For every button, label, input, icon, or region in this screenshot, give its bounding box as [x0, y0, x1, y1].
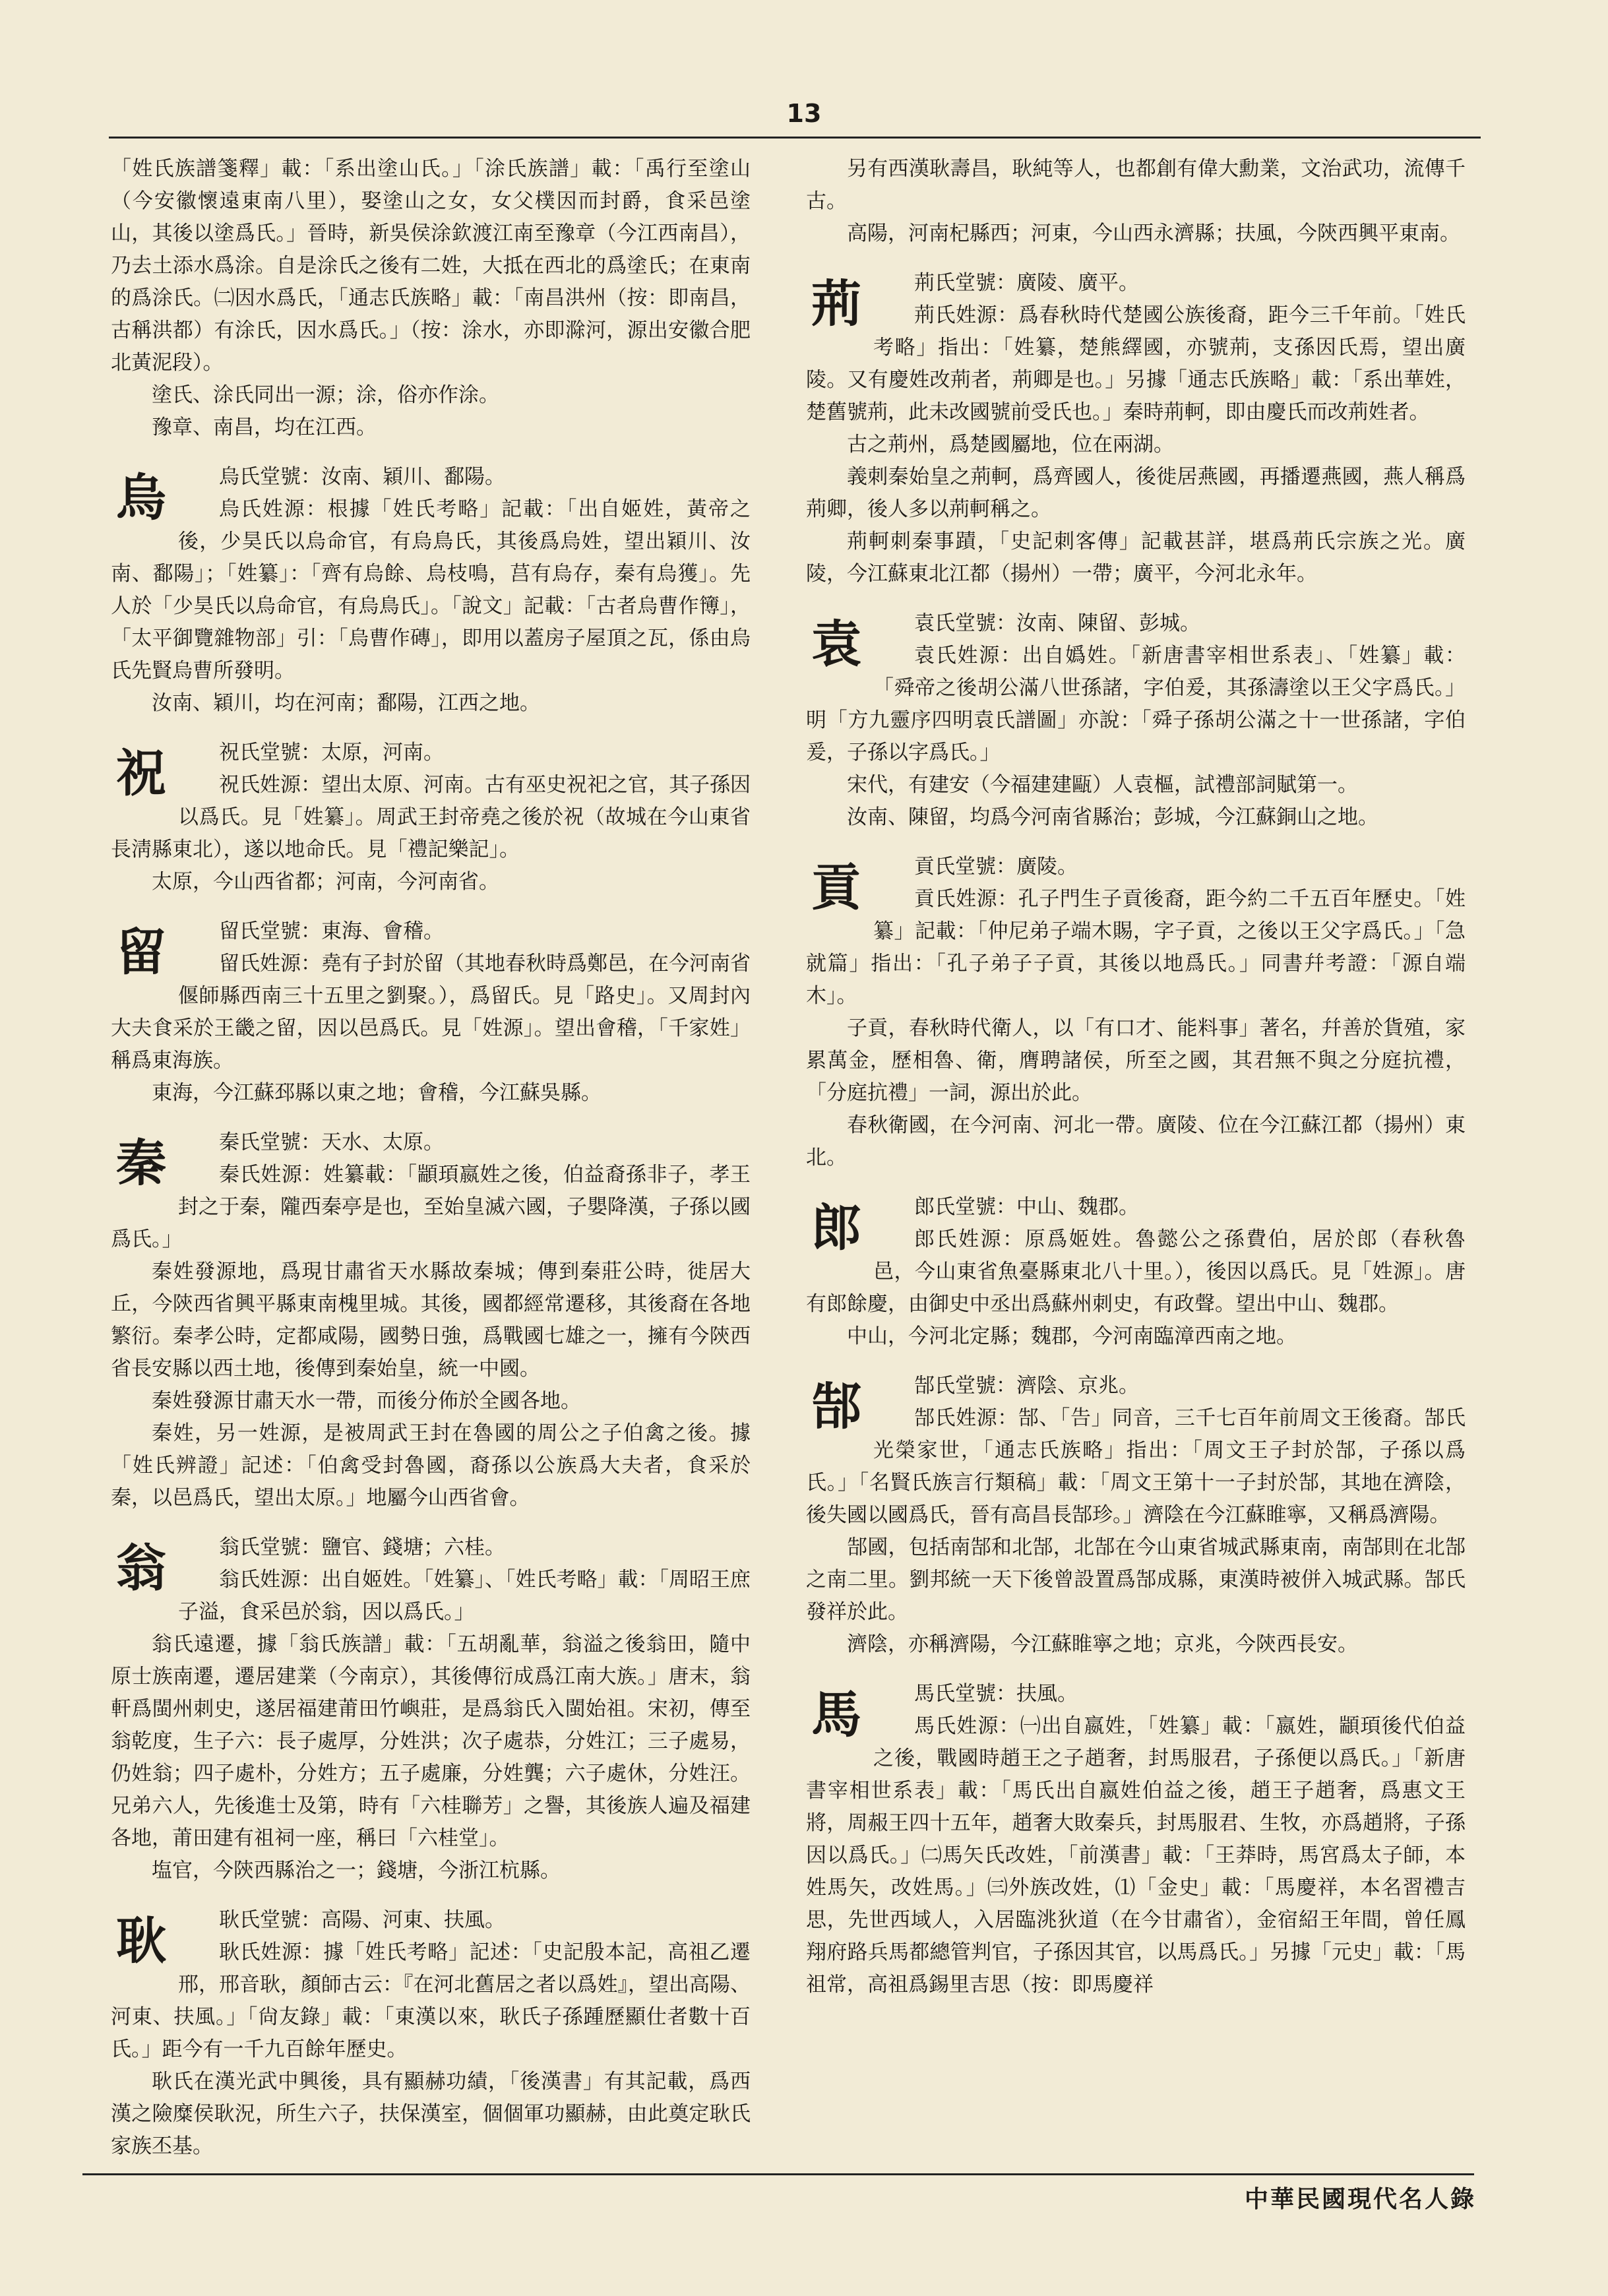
surname-entry-lang — [806, 1191, 1466, 1353]
paragraph: 秦姓，另一姓源，是被周武王封在魯國的周公之子伯禽之後。據「姓氏辨證」記述：「伯禽受封魯國，裔孫以公族爲大夫者，食采於秦，以邑爲氏，望出太原。」地屬今山西省會。 — [111, 1421, 751, 1510]
paragraph: 耿氏在漢光武中興後，具有顯赫功績，「後漢書」有其記載，爲西漢之險糜侯耿況，所生六子，扶保漢室，個個軍功顯赫，由此奠定耿氏家族丕基。 — [111, 2070, 751, 2158]
paragraph: 秦姓發源甘肅天水一帶，而後分佈於全國各地。 — [152, 1389, 581, 1413]
paragraph: 塗氏、涂氏同出一源；涂，俗亦作涂。 — [152, 383, 499, 407]
paragraph: 耿氏姓源：據「姓氏考略」記述：「史記殷本記，高祖乙遷邢，邢音耿，顏師古云：『在河北舊居之者以爲姓』，望出高陽、河東、扶風。」「尙友錄」載：「東漢以來，耿氏子孫踵歷顯仕者數十百氏。」距今有一千九百餘年歷史。 — [111, 1940, 751, 2061]
paragraph: 塩官，今陝西縣治之一；錢塘，今浙江杭縣。 — [152, 1859, 561, 1882]
surname-char: 祝 — [116, 744, 166, 803]
paragraph: 宋代，有建安（今福建建甌）人袁樞，試禮部詞賦第一。 — [847, 773, 1358, 797]
paragraph: 秦氏姓源：姓纂載：「顓頊嬴姓之後，伯益裔孫非子，孝王封之于秦，隴西秦亭是也，至始皇滅六國，子嬰降漢，子孫以國爲氏。」 — [111, 1163, 751, 1251]
paragraph: 郜國，包括南郜和北郜，北郜在今山東省城武縣東南，南郜則在北郜之南二里。劉邦統一天下後曾設置爲郜成縣，東漢時被併入城武縣。郜氏發祥於此。 — [806, 1536, 1466, 1624]
surname-char: 郜 — [811, 1377, 861, 1436]
paragraph: 耿氏堂號：高陽、河東、扶風。 — [219, 1908, 505, 1932]
paragraph: 東海，今江蘇邳縣以東之地；會稽，今江蘇吳縣。 — [152, 1081, 602, 1105]
paragraph: 貢氏堂號：廣陵。 — [914, 855, 1078, 879]
paragraph: 郎氏堂號：中山、魏郡。 — [914, 1195, 1139, 1219]
paragraph: 豫章、南昌，均在江西。 — [152, 416, 377, 439]
paragraph: 義刺秦始皇之荊軻，爲齊國人，後徙居燕國，再播遷燕國，燕人稱爲荊卿，後人多以荊軻稱之。 — [806, 465, 1466, 521]
paragraph: 郜氏堂號：濟陰、京兆。 — [914, 1374, 1139, 1398]
surname-char: 馬 — [811, 1685, 861, 1744]
surname-char: 貢 — [811, 858, 861, 917]
paragraph: 烏氏堂號：汝南、穎川、鄱陽。 — [219, 465, 505, 489]
page-number: 13 — [786, 99, 822, 128]
surname-entry-gong — [806, 851, 1466, 1174]
paragraph: 馬氏姓源：㈠出自嬴姓，「姓纂」載：「嬴姓，顓頊後代伯益之後，戰國時趙王之子趙奢，封馬服君，子孫便以爲氏。」「新唐書宰相世系表」載：「馬氏出自嬴姓伯益之後，趙王子趙奢，爲惠文王將，周赧王四十五年，趙奢大敗秦兵，封馬服君、生牧，亦爲趙將，子孫因以爲氏。」㈡馬矢氏改姓，「前漢書」載：「王莽時，馬宮爲太子師，本姓馬矢，改姓馬。」㈢外族改姓，⑴「金史」載：「馬慶祥，本名習禮吉思，先世西域人，入居臨洮狄道（在今甘肅省），金宿紹王年間，曾任鳳翔府路兵馬都總管判官，子孫因其官，以馬爲氏。」另據「元史」載：「馬祖常，高祖爲錫里吉思（按：即馬慶祥 — [806, 1714, 1466, 1997]
paragraph: 另有西漢耿壽昌，耿純等人，也都創有偉大勳業，文治武功，流傳千古。 — [806, 157, 1466, 213]
surname-entry-liu — [111, 915, 751, 1109]
paragraph: 留氏堂號：東海、會稽。 — [219, 919, 444, 943]
surname-entry-yuan — [806, 607, 1466, 834]
paragraph: 秦氏堂號：天水、太原。 — [219, 1131, 444, 1154]
surname-char: 荊 — [811, 274, 861, 333]
surname-char: 郎 — [811, 1198, 861, 1257]
surname-entry-ma — [806, 1678, 1466, 2001]
paragraph: 濟陰，亦稱濟陽，今江蘇睢寧之地；京兆，今陝西長安。 — [847, 1632, 1358, 1656]
paragraph: 袁氏堂號：汝南、陳留、彭城。 — [914, 611, 1200, 635]
surname-char: 留 — [116, 923, 166, 981]
paragraph: 秦姓發源地，爲現甘肅省天水縣故秦城；傳到秦莊公時，徙居大丘，今陝西省興平縣東南槐里城。其後，國都經常遷移，其後裔在各地繁衍。秦孝公時，定都咸陽，國勢日強，爲戰國七雄之一，擁有今陝西省長安縣以西土地，後傳到秦始皇，統一中國。 — [111, 1260, 751, 1381]
right-column — [806, 153, 1466, 2164]
header-rule — [109, 137, 1481, 139]
paragraph: 翁氏遠遷，據「翁氏族譜」載：「五胡亂華，翁溢之後翁田，隨中原士族南遷，遷居建業（今南京），其後傳衍成爲江南大族。」唐末，翁軒爲閩州刺史，遂居福建莆田竹嶼莊，是爲翁氏入閩始祖。宋初，傳至翁乾度，生子六：長子處厚，分姓洪；次子處恭，分姓江；三子處易，仍姓翁；四子處朴，分姓方；五子處廉，分姓龔；六子處休，分姓汪。兄弟六人，先後進士及第，時有「六桂聯芳」之譽，其後族人遍及福建各地，莆田建有祖祠一座，稱曰「六桂堂」。 — [111, 1632, 751, 1850]
paragraph: 郜氏姓源：郜、「告」同音，三千七百年前周文王後裔。郜氏光榮家世，「通志氏族略」指出：「周文王子封於郜，子孫以爲氏。」「名賢氏族言行類稿」載：「周文王第十一子封於郜，其地在濟陰，後失國以國爲氏，晉有高昌長郜珍。」濟陰在今江蘇睢寧，又稱爲濟陽。 — [806, 1406, 1466, 1527]
paragraph: 祝氏姓源：望出太原、河南。古有巫史祝祀之官，其子孫因以爲氏。見「姓纂」。周武王封帝堯之後於祝（故城在今山東省長淸縣東北），遂以地命氏。見「禮記樂記」。 — [111, 773, 751, 861]
paragraph: 翁氏姓源：出自姬姓。「姓纂」、「姓氏考略」載：「周昭王庶子溢，食采邑於翁，因以爲氏。」 — [178, 1568, 751, 1624]
surname-entry-gao — [806, 1370, 1466, 1661]
paragraph: 郎氏姓源：原爲姬姓。魯懿公之孫費伯，居於郎（春秋魯邑，今山東省魚臺縣東北八十里。），後因以爲氏。見「姓源」。唐有郎餘慶，由御史中丞出爲蘇州刺史，有政聲。望出中山、魏郡。 — [806, 1227, 1466, 1316]
intro-block — [111, 153, 751, 444]
paragraph: 子貢，春秋時代衛人，以「有口才、能料事」著名，幷善於貨殖，家累萬金，歷相魯、衛，膺聘諸侯，所至之國，其君無不與之分庭抗禮，「分庭抗禮」一詞，源出於此。 — [806, 1016, 1466, 1105]
paragraph: 汝南、陳留，均爲今河南省縣治；彭城，今江蘇銅山之地。 — [847, 805, 1378, 829]
paragraph: 貢氏姓源：孔子門生子貢後裔，距今約二千五百年歷史。「姓纂」記載：「仲尼弟子端木賜，字子貢，之後以王父字爲氏。」「急就篇」指出：「孔子弟子子貢，其後以地爲氏。」同書幷考證：「源自端木」。 — [806, 887, 1466, 1008]
surname-entry-geng — [111, 1904, 751, 2163]
paragraph: 袁氏姓源：出自嬀姓。「新唐書宰相世系表」、「姓纂」載：「舜帝之後胡公滿八世孫諸，字伯爰，其孫濤塗以王父字爲氏。」明「方九靈序四明袁氏譜圖」亦說：「舜子孫胡公滿之十一世孫諸，字伯爰，子孫以字爲氏。」 — [806, 644, 1466, 764]
paragraph: 春秋衛國，在今河南、河北一帶。廣陵、位在今江蘇江都（揚州）東北。 — [806, 1113, 1466, 1169]
surname-char: 耿 — [116, 1911, 166, 1970]
surname-char: 翁 — [116, 1539, 166, 1598]
surname-entry-qin — [111, 1127, 751, 1514]
surname-entry-wu — [111, 461, 751, 720]
footer-rule — [82, 2173, 1474, 2175]
geng-continuation — [806, 153, 1466, 250]
paragraph: 古之荊州，爲楚國屬地，位在兩湖。 — [847, 433, 1174, 456]
paragraph: 高陽，河南杞縣西；河東，今山西永濟縣；扶風，今陝西興平東南。 — [847, 222, 1460, 245]
surname-char: 秦 — [116, 1134, 166, 1193]
paragraph: 汝南、穎川，均在河南；鄱陽，江西之地。 — [152, 691, 540, 715]
surname-entry-jing — [806, 267, 1466, 590]
surname-entry-zhu — [111, 737, 751, 898]
paragraph: 荊氏姓源：爲春秋時代楚國公族後裔，距今三千年前。「姓氏考略」指出：「姓纂，楚熊繹國，亦號荊，支孫因氏焉，望出廣陵。又有慶姓改荊者，荊卿是也。」另據「通志氏族略」載：「系出華姓，楚舊號荊，此未改國號前受氏也。」秦時荊軻，即由慶氏而改荊姓者。 — [806, 303, 1466, 424]
paragraph: 荊軻刺秦事蹟，「史記刺客傳」記載甚詳，堪爲荊氏宗族之光。廣陵，今江蘇東北江都（揚州）一帶；廣平，今河北永年。 — [806, 530, 1466, 586]
paragraph: 留氏姓源：堯有子封於留（其地春秋時爲鄭邑，在今河南省偃師縣西南三十五里之劉聚。），爲留氏。見「路史」。又周封內大夫食采於王畿之留，因以邑爲氏。見「姓源」。望出會稽，「千家姓」稱爲東海族。 — [111, 952, 751, 1072]
surname-entry-weng — [111, 1532, 751, 1887]
paragraph: 荊氏堂號：廣陵、廣平。 — [914, 271, 1139, 295]
paragraph: 「姓氏族譜箋釋」載：「系出塗山氏。」「涂氏族譜」載：「禹行至塗山（今安徽懷遠東南八里），娶塗山之女，女父樸因而封爵，食采邑塗山，其後以塗爲氏。」晉時，新吳侯涂欽渡江南至豫章（今江西南昌），乃去土添水爲涂。自是涂氏之後有二姓，大抵在西北的爲塗氏；在東南的爲涂氏。㈡因水爲氏，「通志氏族略」載：「南昌洪州（按：即南昌，古稱洪都）有涂氏，因水爲氏。」（按：涂水，亦即滁河，源出安徽合肥北黃泥段）。 — [111, 157, 751, 375]
paragraph: 馬氏堂號：扶風。 — [914, 1682, 1078, 1706]
surname-char: 烏 — [116, 468, 166, 527]
paragraph: 太原，今山西省都；河南，今河南省。 — [152, 870, 499, 894]
paragraph: 翁氏堂號：鹽官、錢塘；六桂。 — [219, 1536, 505, 1559]
surname-char: 袁 — [811, 615, 861, 673]
paragraph: 祝氏堂號：太原，河南。 — [219, 741, 444, 764]
book-title: 中華民國現代名人錄 — [1244, 2186, 1476, 2213]
paragraph: 中山，今河北定縣；魏郡，今河南臨漳西南之地。 — [847, 1324, 1297, 1348]
left-column — [111, 153, 751, 2164]
paragraph: 烏氏姓源：根據「姓氏考略」記載：「出自姬姓，黃帝之後，少昊氏以烏命官，有烏鳥氏，其後爲烏姓，望出穎川、汝南、鄱陽」；「姓纂」：「齊有烏餘、烏枝鳴，莒有烏存，秦有烏獲」。先人於「少昊氏以烏命官，有烏鳥氏」。「說文」記載：「古者烏曹作簙」，「太平御覽雜物部」引：「烏曹作磚」，即用以蓋房子屋頂之瓦，係由烏氏先賢烏曹所發明。 — [111, 497, 751, 683]
